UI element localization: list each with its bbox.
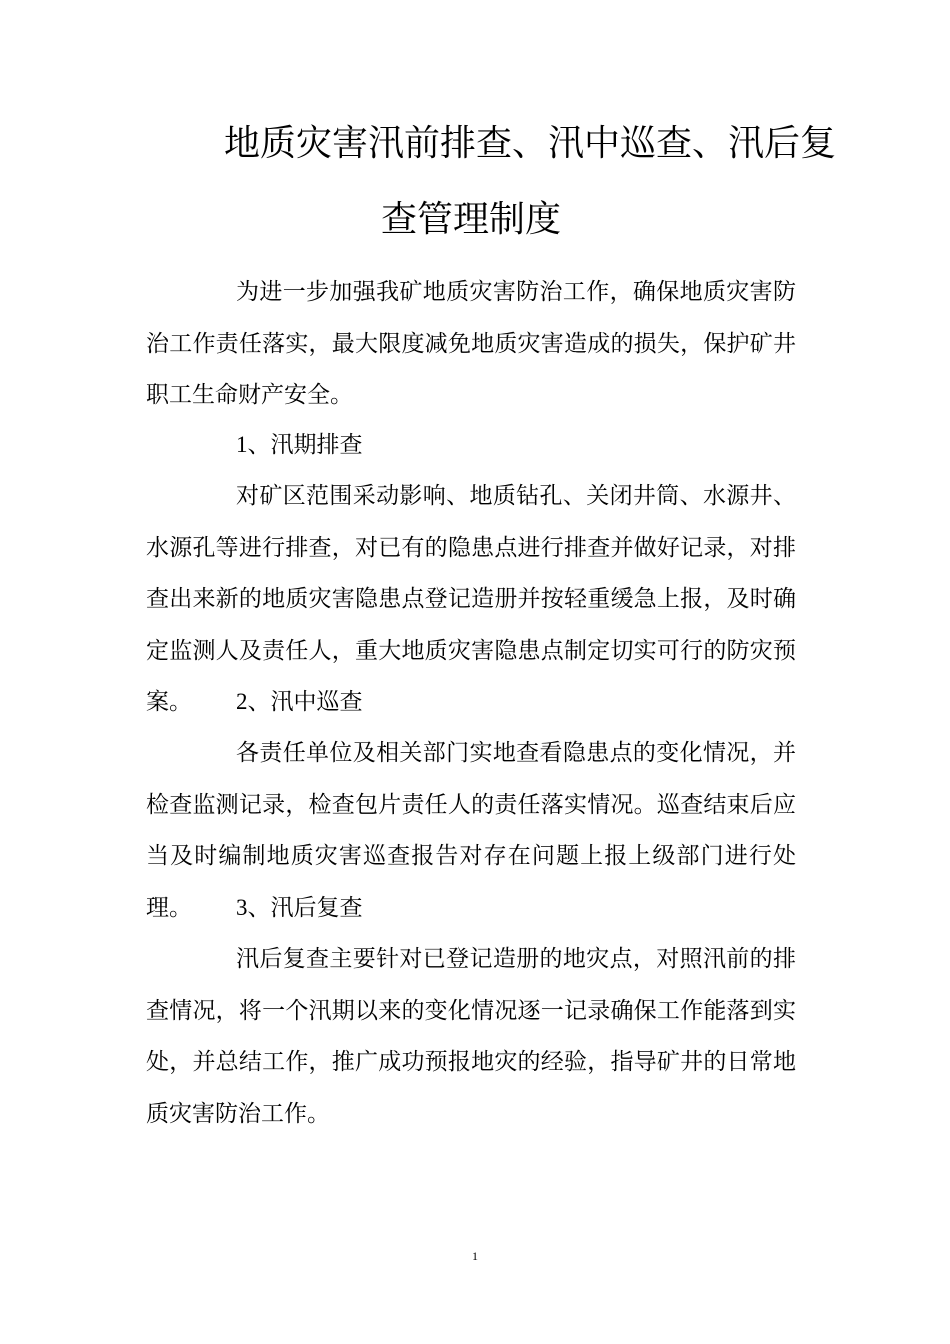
intro-paragraph: 为进一步加强我矿地质灾害防治工作，确保地质灾害防治工作责任落实，最大限度减免地质灾害造成的损失，保护矿井职工生命财产安全。 — [146, 279, 796, 408]
section-body-1: 对矿区范围采动影响、地质钻孔、关闭井筒、水源井、水源孔等进行排查，对已有的隐患点进行排查并做好记录，对排查出来新的地质灾害隐患点登记造册并按轻重缓急上报，及时确定监测人及责任人，重大地质灾害隐患点制定切实可行的防灾预案。 — [146, 483, 796, 715]
section-heading-text: 、汛期排查 — [247, 432, 363, 458]
section-heading-text: 、汛后复查 — [247, 895, 363, 921]
section-number: 1 — [236, 432, 248, 457]
section-heading-1 — [236, 430, 363, 460]
section-body-3: 汛后复查主要针对已登记造册的地灾点，对照汛前的排查情况，将一个汛期以来的变化情况逐一记录确保工作能落到实处，并总结工作，推广成功预报地灾的经验，指导矿井的日常地质灾害防治工作。 — [146, 946, 796, 1127]
section-heading-3 — [236, 893, 363, 923]
section-number: 2 — [236, 689, 248, 714]
section-heading-text: 、汛中巡查 — [247, 689, 363, 715]
document-title-line-1: 地质灾害汛前排查、汛中巡查、汛后复 — [224, 123, 837, 164]
document-title-line-2: 查管理制度 — [380, 199, 561, 240]
section-number: 3 — [236, 895, 248, 920]
page-number: 1 — [472, 1249, 478, 1263]
section-heading-2 — [236, 687, 363, 717]
section-body-2: 各责任单位及相关部门实地查看隐患点的变化情况，并检查监测记录，检查包片责任人的责任落实情况。巡查结束后应当及时编制地质灾害巡查报告对存在问题上报上级部门进行处理。 — [146, 740, 796, 921]
